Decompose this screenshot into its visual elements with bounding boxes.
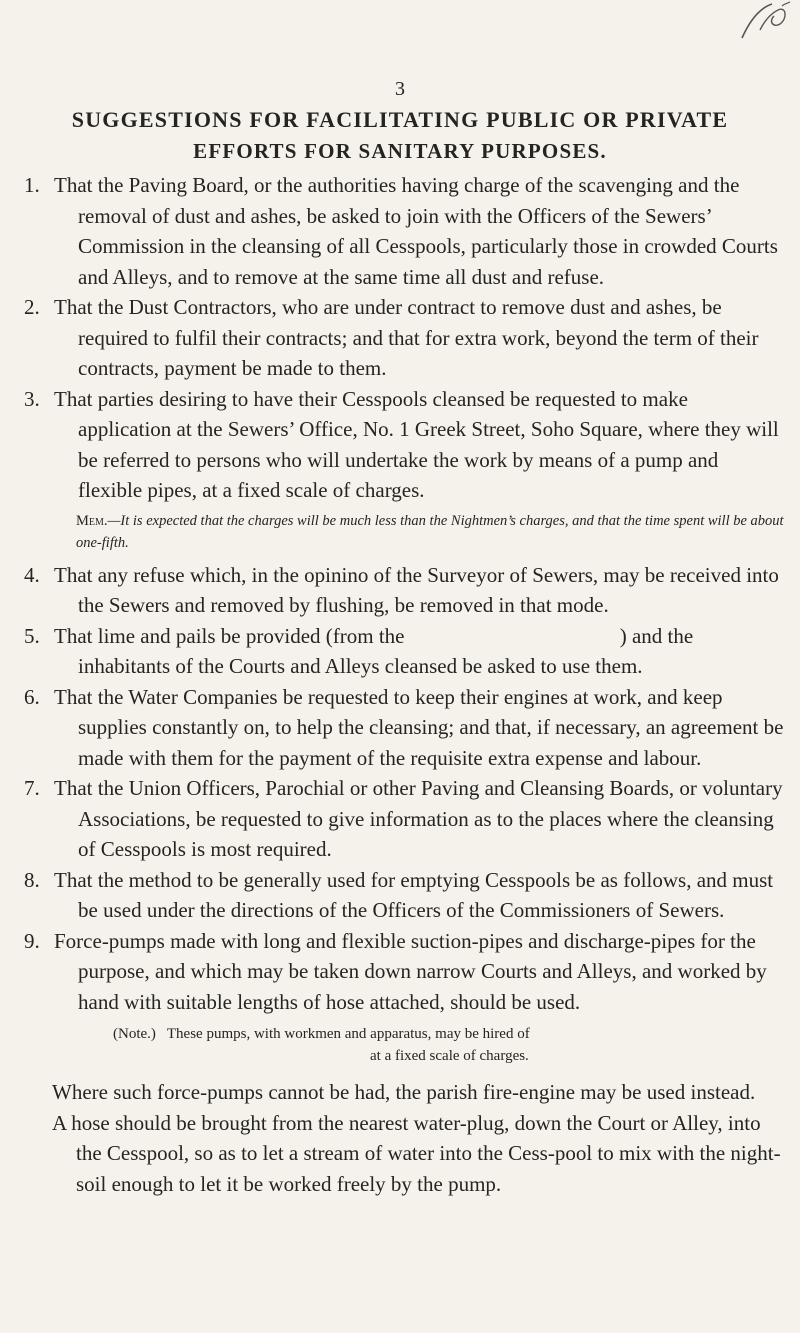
item-number: 3. [24,386,40,411]
title-line-2: EFFORTS FOR SANITARY PURPOSES. [193,139,607,163]
item-text: That any refuse which, in the opinino of the Surveyor of Sewers, may be received into the Sewers and removed by flushing, be removed in that mode. [54,562,779,617]
list-item [24,926,786,1018]
list-item [24,621,786,682]
item-text: That the Water Companies be requested to keep their engines at work, and keep supplies constantly on, to help the cleansing; and that, if necessary, an agreement be made with them for the payment of the requisite extra expense and labour. [54,684,784,770]
item-number: 9. [24,928,40,953]
item-number: 2. [24,295,40,319]
item-text: That the Union Officers, Parochial or other Paving and Cleansing Boards, or voluntary Associations, be requested to give information as to the places where the cleansing of Cesspools is most required. [54,776,783,861]
page-number: 3 [395,78,405,100]
item-text: That parties desiring to have their Cesspools cleansed be requested to make application at the Sewers’ Office, No. 1 Greek Street, Soho Square, where they will be referred to persons who will undertake the work by means of a pump and flexible pipes, at a fixed scale of charges. [54,386,779,502]
item-text: That the Dust Contractors, who are under contract to remove dust and ashes, be required to fulfil their contracts; and that for extra work, beyond the term of their contracts, payment be made to them. [54,295,759,380]
list-item [24,292,786,384]
list-item [24,170,786,292]
item-text: That the method to be generally used for emptying Cesspools be as follows, and must be used under the directions of the Officers of the Commissioners of Sewers. [54,867,774,922]
paragraph-fire-engine: Where such force-pumps cannot be had, the parish fire-engine may be used instead. [52,1080,756,1104]
item-number: 1. [24,173,40,197]
note-line-2: at a fixed scale of charges. [370,1048,529,1064]
item-number: 8. [24,867,40,892]
list-item [24,682,786,774]
item-text: That the Paving Board, or the authorities having charge of the scavenging and the removal of dust and ashes, be asked to join with the Officers of the Sewers’ Commission in the cleansing of all Cesspools, particularly those in crowded Courts and Alleys, and to remove at the same time all dust and refuse. [54,173,778,289]
paragraph-hose: A hose should be brought from the nearest water-plug, down the Court or Alley, into the Cesspool, so as to let a stream of water into the Cess-pool to mix with the night-soil enough to let it be worked freely by the pump. [52,1110,781,1196]
suggestions-list [24,170,786,1199]
list-item [24,773,786,865]
item-number: 6. [24,684,40,709]
item-text: Force-pumps made with long and flexible suction-pipes and discharge-pipes for the purpose, and which may be taken down narrow Courts and Alleys, and worked by hand with suitable lengths of hose attached, should be used. [54,928,767,1014]
list-item [24,560,786,621]
pump-note [28,1023,786,1067]
list-item [24,384,786,506]
item-number: 4. [24,562,40,587]
memo-label: Mem. [76,512,108,529]
memo-note [28,510,786,554]
item-number: 7. [24,776,40,800]
title-line-1: SUGGESTIONS FOR FACILITATING PUBLIC OR PRIVATE [71,107,729,132]
list-item [24,865,786,926]
item-number: 5. [24,623,40,648]
note-line-1: (Note.) These pumps, with workmen and apparatus, may be hired of [113,1026,530,1042]
memo-text: —It is expected that the charges will be much less than the Nightmen’s charges, and that the time spent will be about one-fifth. [76,512,784,551]
item-text: That lime and pails be provided (from the ) and the inhabitants of the Courts and Alleys cleansed be asked to use them. [54,623,699,678]
handwritten-mark [720,0,790,50]
